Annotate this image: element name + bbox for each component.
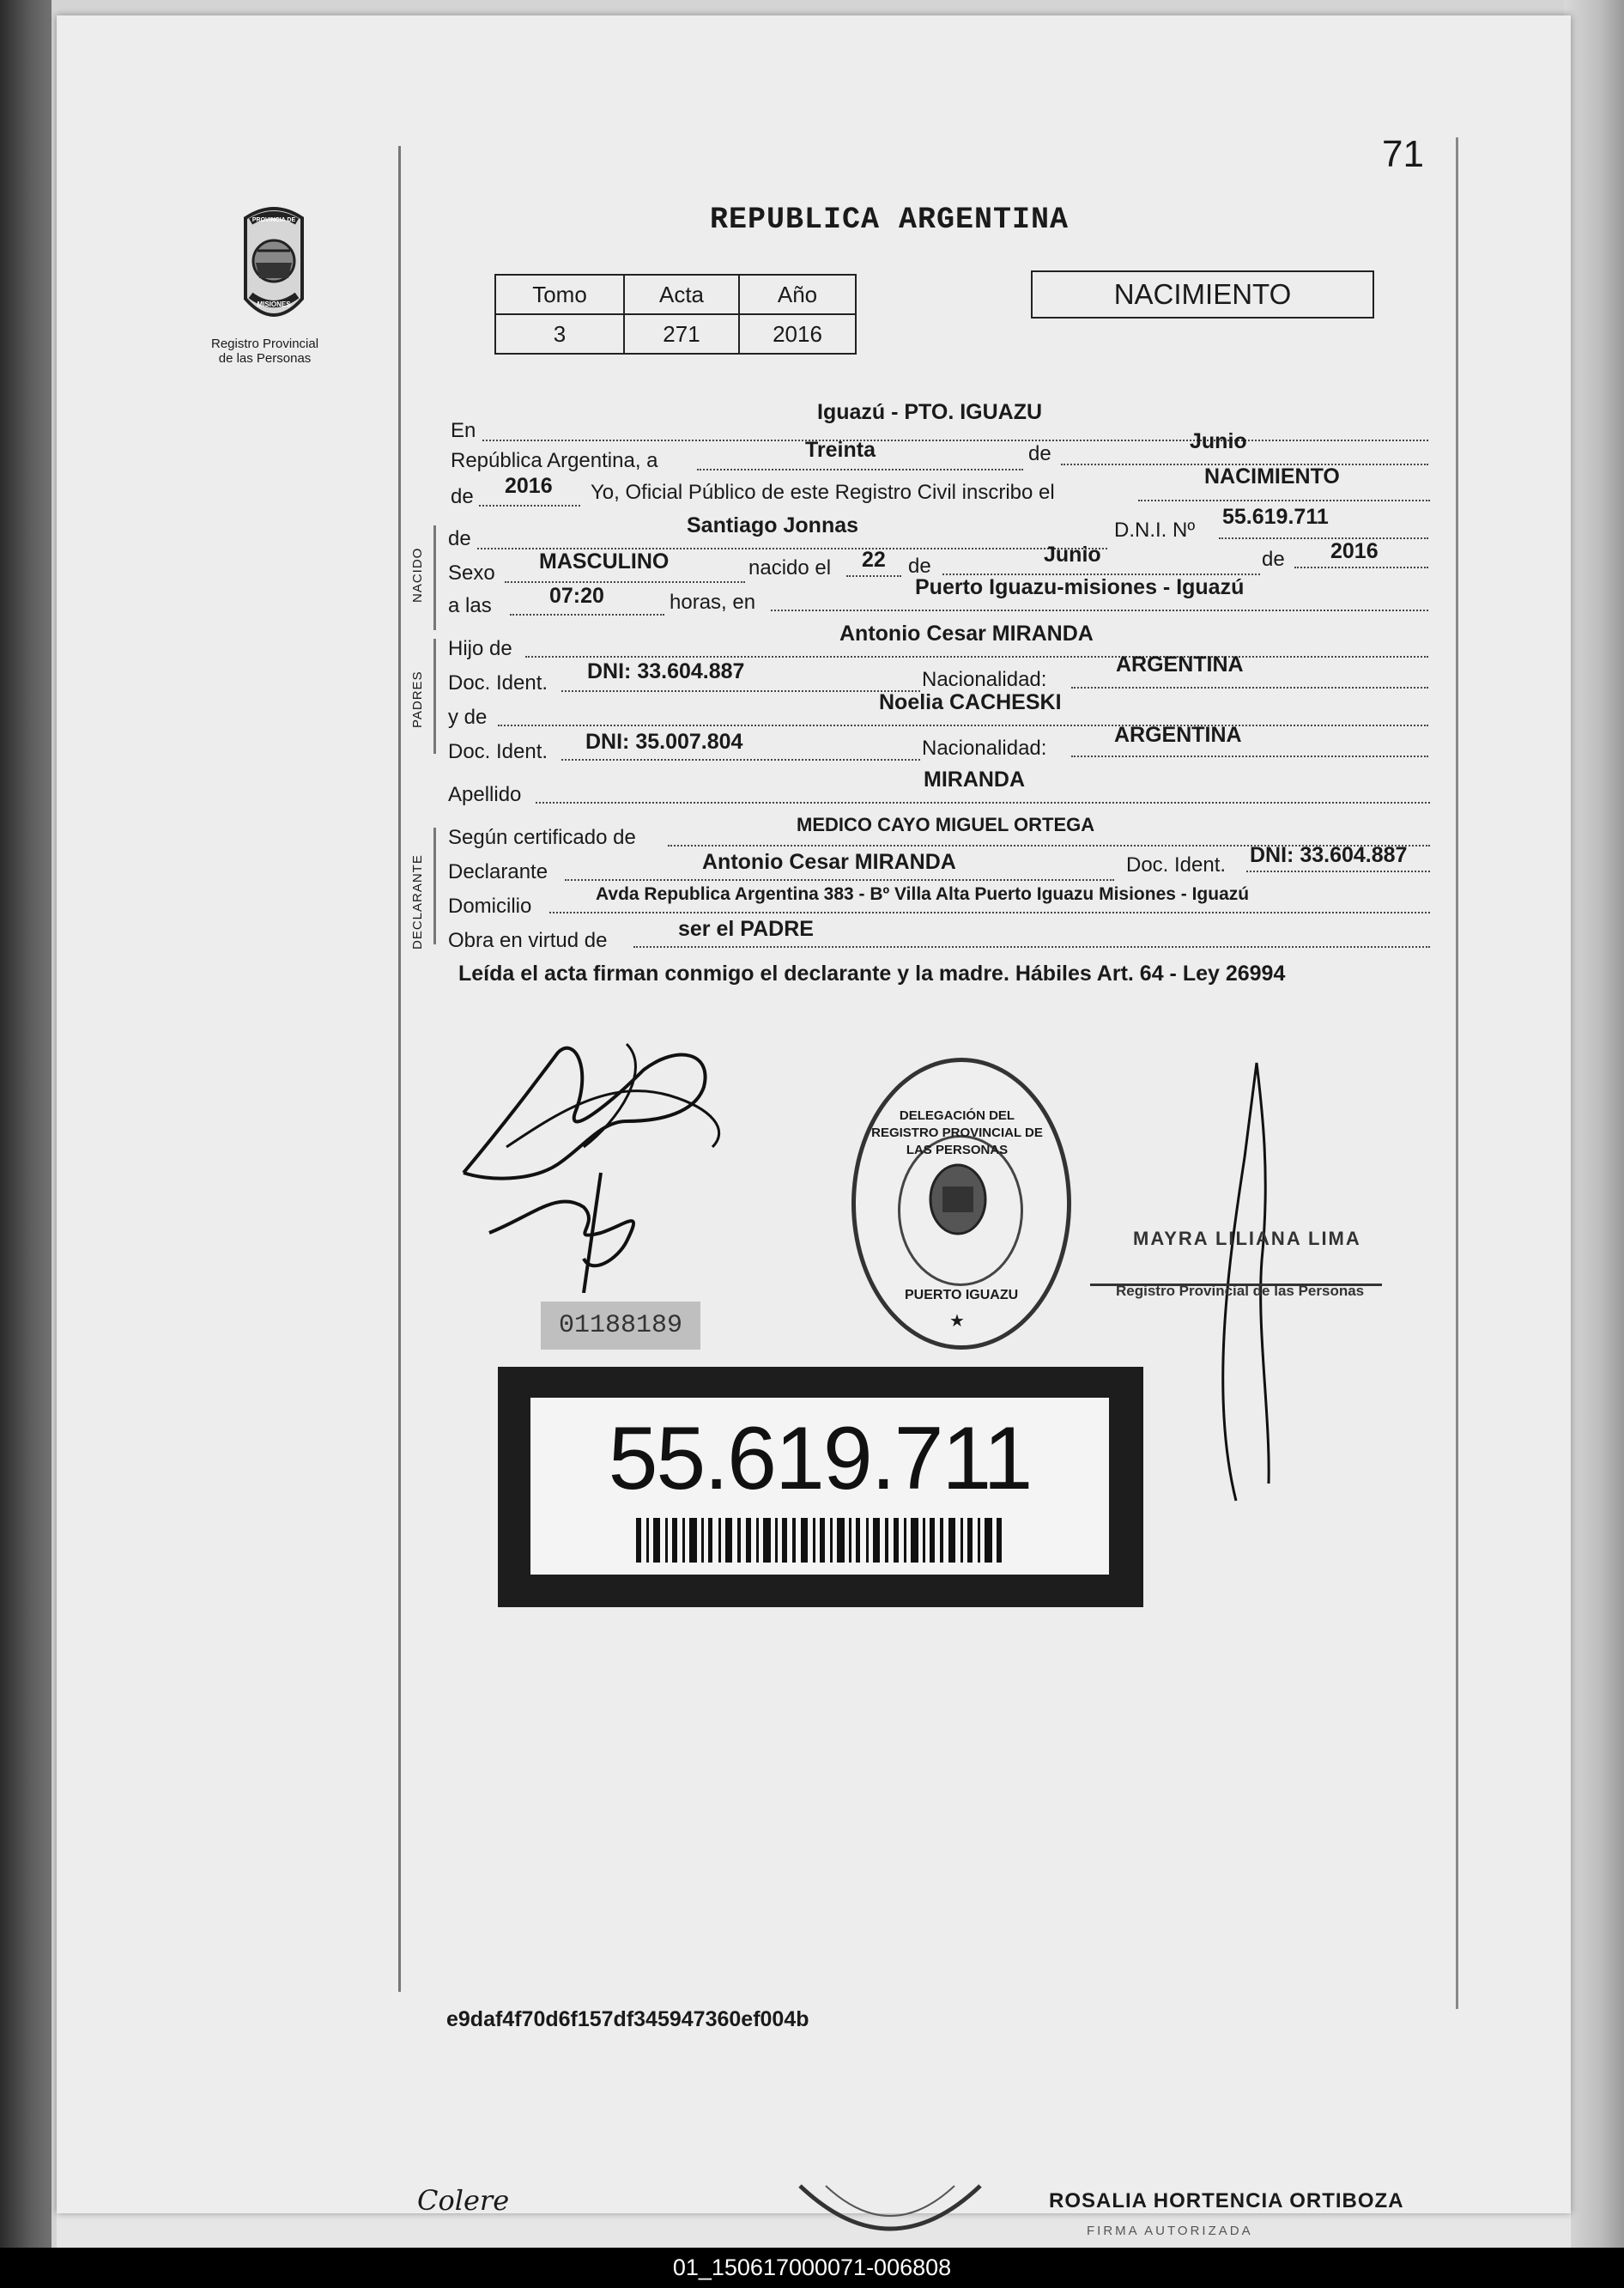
- official-signature: [1219, 1054, 1288, 1509]
- value-tomo: 3: [495, 314, 624, 354]
- label-nacido-el: nacido el: [748, 556, 832, 580]
- label-en: En: [451, 419, 476, 442]
- value-year: 2016: [505, 474, 553, 498]
- value-acta: 271: [624, 314, 739, 354]
- label-de-year: de: [451, 485, 474, 508]
- label-decl-doc: Doc. Ident.: [1126, 853, 1227, 877]
- dotted-line: [697, 469, 1023, 470]
- dotted-line: [510, 614, 664, 616]
- dotted-line: [846, 575, 901, 577]
- dni-sticker: [498, 1367, 1143, 1607]
- barcode-icon: [636, 1518, 1005, 1563]
- stamp-outer-text: DELEGACIÓN DEL REGISTRO PROVINCIAL DE LAS PERSONAS: [871, 1108, 1043, 1157]
- dotted-line: [561, 690, 920, 692]
- value-birth-day: 22: [862, 548, 886, 572]
- footer-id-bar: 01_150617000071-006808: [0, 2248, 1624, 2288]
- seal-caption: [211, 337, 318, 366]
- seal-text-top: PROVINCIA DE: [251, 217, 296, 223]
- header-ano: Año: [739, 275, 856, 314]
- value-domicilio: Avda Republica Argentina 383 - Bº Villa Alta Puerto Iguazu Misiones - Iguazú: [596, 884, 1250, 904]
- value-declarante: Antonio Cesar MIRANDA: [702, 850, 956, 874]
- value-day: Treinta: [805, 438, 876, 462]
- dotted-line: [498, 725, 1428, 726]
- label-apellido: Apellido: [448, 783, 522, 806]
- value-child-name: Santiago Jonnas: [687, 513, 859, 537]
- dotted-line: [633, 946, 1430, 948]
- label-y-de: y de: [448, 706, 488, 729]
- label-a-las: a las: [448, 594, 492, 617]
- label-nacionalidad-father: Nacionalidad:: [922, 668, 1047, 691]
- dotted-line: [565, 879, 1114, 881]
- seal-caption-line1: Registro Provincial: [211, 337, 319, 351]
- stamp-inner-text: PUERTO IGUAZU: [905, 1288, 1019, 1302]
- document-hash: e9daf4f70d6f157df345947360ef004b: [446, 2007, 809, 2031]
- label-oficial: Yo, Oficial Público de este Registro Civil inscribo el: [591, 481, 1055, 504]
- dni-sticker-number: 55.619.711: [608, 1409, 1032, 1508]
- section-label-declarante: DECLARANTE: [410, 854, 425, 950]
- value-father-doc: DNI: 33.604.887: [587, 659, 745, 683]
- dotted-line: [1219, 537, 1428, 539]
- serial-number: 01188189: [541, 1302, 700, 1350]
- closing-statement: Leída el acta firman conmigo el declarante y la madre. Hábiles Art. 64 - Ley 26994: [458, 962, 1286, 986]
- label-certificado: Según certificado de: [448, 826, 636, 849]
- label-doc-ident-father: Doc. Ident.: [448, 671, 548, 695]
- authorizer-role: FIRMA AUTORIZADA: [1087, 2224, 1253, 2238]
- value-birth-month: Junio: [1044, 543, 1101, 567]
- label-dni: D.N.I. Nº: [1114, 519, 1196, 542]
- dotted-line: [536, 802, 1430, 804]
- value-birth-time: 07:20: [549, 584, 604, 608]
- label-nacionalidad-mother: Nacionalidad:: [922, 737, 1047, 760]
- value-mother-nationality: ARGENTINA: [1114, 723, 1242, 747]
- section-label-nacido: NACIDO: [410, 547, 425, 603]
- dotted-line: [1138, 500, 1430, 501]
- label-de-2: de: [908, 555, 931, 578]
- dotted-line: [549, 912, 1430, 913]
- value-mother-name: Noelia CACHESKI: [879, 690, 1062, 714]
- label-obra: Obra en virtud de: [448, 929, 608, 952]
- dotted-line: [561, 759, 920, 761]
- dotted-line: [1246, 871, 1430, 872]
- table-value-row: [495, 314, 856, 354]
- declarant-signature: [455, 1018, 764, 1293]
- section-rule-nacido: [433, 525, 436, 630]
- dotted-line: [1071, 687, 1428, 689]
- dotted-line: [505, 581, 745, 583]
- value-child-dni: 55.619.711: [1222, 505, 1329, 529]
- section-label-padres: PADRES: [410, 671, 425, 728]
- document-title: REPUBLICA ARGENTINA: [710, 203, 1070, 237]
- seal-text-bottom: MISIONES: [257, 300, 291, 308]
- label-declarante: Declarante: [448, 860, 548, 883]
- label-de: de: [1028, 442, 1051, 465]
- bottom-handwritten-signature: Colere: [417, 2184, 510, 2217]
- label-sexo: Sexo: [448, 561, 495, 585]
- right-margin-rule: [1456, 137, 1458, 2009]
- value-month: Junio: [1190, 429, 1247, 453]
- table-header-row: [495, 275, 856, 314]
- label-republica: República Argentina, a: [451, 449, 658, 472]
- dotted-line: [479, 505, 580, 507]
- header-tomo: Tomo: [495, 275, 624, 314]
- label-domicilio: Domicilio: [448, 895, 532, 918]
- provincial-seal-icon: [239, 203, 309, 330]
- value-birth-place: Puerto Iguazu-misiones - Iguazú: [915, 575, 1245, 599]
- section-rule-declarante: [433, 828, 436, 944]
- page-number: 71: [1382, 133, 1424, 175]
- record-type-box: NACIMIENTO: [1031, 270, 1374, 319]
- official-name: MAYRA LILIANA LIMA: [1133, 1228, 1361, 1249]
- label-horas-en: horas, en: [670, 591, 756, 614]
- section-rule-padres: [433, 639, 436, 754]
- dni-sticker-face: [530, 1398, 1109, 1575]
- background-right: [1564, 0, 1624, 2249]
- value-sexo: MASCULINO: [539, 549, 670, 574]
- value-apellido: MIRANDA: [924, 768, 1026, 792]
- bottom-stamp-fragment: [791, 2177, 989, 2246]
- coat-of-arms-icon: [924, 1161, 992, 1238]
- dotted-line: [482, 440, 1428, 441]
- authorizer-name: ROSALIA HORTENCIA ORTIBOZA: [1049, 2189, 1404, 2212]
- value-mother-doc: DNI: 35.007.804: [585, 730, 743, 754]
- value-father-nationality: ARGENTINA: [1116, 652, 1244, 677]
- value-inscribo: NACIMIENTO: [1204, 464, 1340, 489]
- dotted-line: [1294, 567, 1428, 568]
- record-reference-table: [494, 274, 857, 355]
- value-father-name: Antonio Cesar MIRANDA: [839, 622, 1094, 646]
- value-ano: 2016: [739, 314, 856, 354]
- value-certificado: MEDICO CAYO MIGUEL ORTEGA: [797, 814, 1095, 835]
- label-de-name: de: [448, 527, 471, 550]
- value-decl-doc: DNI: 33.604.887: [1250, 843, 1408, 867]
- value-birth-year: 2016: [1330, 539, 1379, 563]
- left-margin-rule: [398, 146, 401, 1992]
- official-role: Registro Provincial de las Personas: [1116, 1283, 1365, 1299]
- value-place-registry: Iguazú - PTO. IGUAZU: [817, 400, 1043, 424]
- value-obra: ser el PADRE: [678, 917, 814, 941]
- label-hijo-de: Hijo de: [448, 637, 512, 660]
- seal-caption-line2: de las Personas: [218, 351, 312, 366]
- dotted-line: [771, 610, 1428, 611]
- label-doc-ident-mother: Doc. Ident.: [448, 740, 548, 763]
- star-icon: ★: [949, 1312, 965, 1331]
- dotted-line: [1071, 756, 1428, 757]
- dotted-line: [525, 656, 1428, 658]
- label-de-3: de: [1262, 548, 1285, 571]
- header-acta: Acta: [624, 275, 739, 314]
